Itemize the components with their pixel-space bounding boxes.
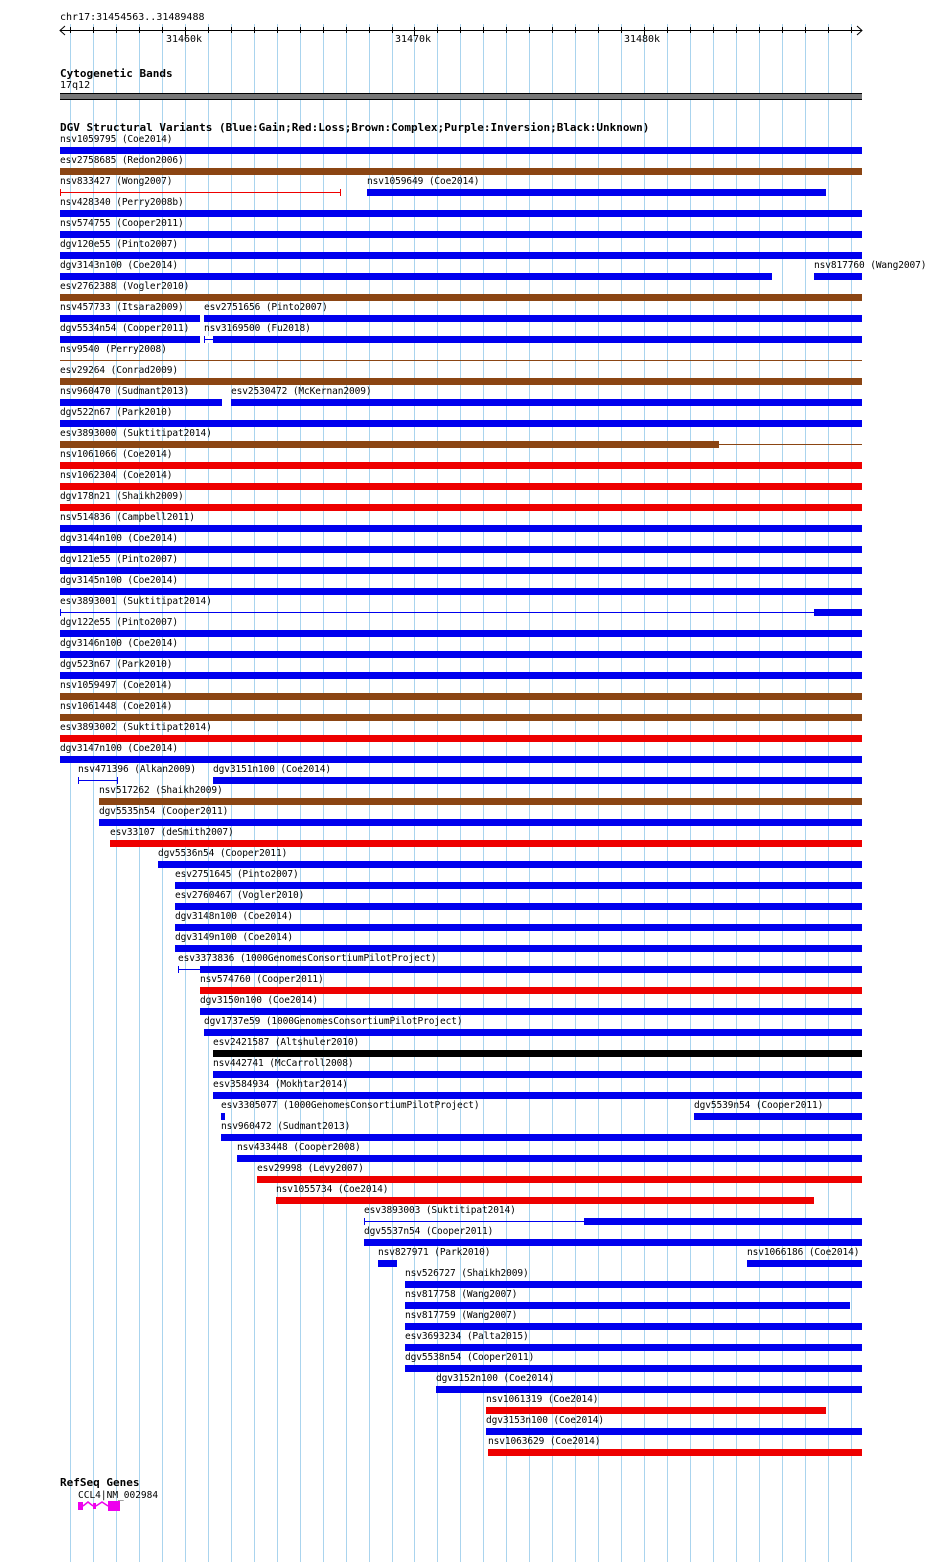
variant-label[interactable]: nsv457733 (Itsara2009) bbox=[60, 302, 184, 313]
variant-label[interactable]: esv3893000 (Suktitipat2014) bbox=[60, 428, 212, 439]
variant-label[interactable]: nsv1061448 (Coe2014) bbox=[60, 701, 173, 712]
variant-bar[interactable] bbox=[367, 189, 826, 196]
cytoband-bar[interactable] bbox=[60, 93, 862, 100]
variant-bar[interactable] bbox=[60, 252, 862, 259]
variant-bar[interactable] bbox=[60, 315, 200, 322]
variant-label[interactable]: dgv3146n100 (Coe2014) bbox=[60, 638, 179, 649]
variant-label[interactable]: nsv574760 (Cooper2011) bbox=[200, 974, 324, 985]
variant-bar[interactable] bbox=[60, 567, 862, 574]
variant-label[interactable]: nsv1059795 (Coe2014) bbox=[60, 134, 173, 145]
variant-bar[interactable] bbox=[60, 210, 862, 217]
variant-bar[interactable] bbox=[158, 861, 862, 868]
variant-bar[interactable] bbox=[175, 882, 862, 889]
variant-label[interactable]: nsv574755 (Cooper2011) bbox=[60, 218, 184, 229]
refseq-track-title[interactable]: RefSeq Genes bbox=[60, 1476, 140, 1489]
variant-label[interactable]: esv3893003 (Suktitipat2014) bbox=[364, 1205, 516, 1216]
variant-label[interactable]: esv33107 (deSmith2007) bbox=[110, 827, 234, 838]
variant-label[interactable]: dgv3143n100 (Coe2014) bbox=[60, 260, 179, 271]
variant-bar[interactable] bbox=[175, 945, 862, 952]
variant-label[interactable]: nsv833427 (Wong2007) bbox=[60, 176, 173, 187]
variant-bar[interactable] bbox=[200, 966, 862, 973]
variant-bar[interactable] bbox=[257, 1176, 862, 1183]
position-label: chr17:31454563..31489488 bbox=[60, 12, 205, 23]
variant-label[interactable]: nsv1061319 (Coe2014) bbox=[486, 1394, 599, 1405]
variant-connector bbox=[204, 339, 213, 340]
variant-label[interactable]: dgv5537n54 (Cooper2011) bbox=[364, 1226, 494, 1237]
variant-label[interactable]: dgv5534n54 (Cooper2011) bbox=[60, 323, 190, 334]
variant-label[interactable]: dgv3150n100 (Coe2014) bbox=[200, 995, 319, 1006]
variant-bar[interactable] bbox=[60, 630, 862, 637]
variant-bar[interactable] bbox=[60, 714, 862, 721]
variant-bar[interactable] bbox=[221, 1134, 862, 1141]
variant-label[interactable]: nsv1055734 (Coe2014) bbox=[276, 1184, 389, 1195]
variant-label[interactable]: esv3893001 (Suktitipat2014) bbox=[60, 596, 212, 607]
variant-bar[interactable] bbox=[405, 1344, 862, 1351]
variant-bar[interactable] bbox=[231, 399, 862, 406]
variant-bar[interactable] bbox=[60, 360, 862, 361]
variant-label[interactable]: esv3305077 (1000GenomesConsortiumPilotProject) bbox=[221, 1100, 480, 1111]
gene-model-ccl4[interactable] bbox=[70, 1498, 130, 1514]
variant-label[interactable]: dgv523n67 (Park2010) bbox=[60, 659, 173, 670]
variant-label[interactable]: esv3373836 (1000GenomesConsortiumPilotProject) bbox=[178, 953, 437, 964]
variant-bar[interactable] bbox=[60, 546, 862, 553]
variant-bar[interactable] bbox=[204, 1029, 862, 1036]
variant-bar[interactable] bbox=[60, 147, 862, 154]
variant-connector bbox=[60, 612, 814, 613]
variant-bar-cap bbox=[60, 189, 61, 196]
variant-label[interactable]: dgv3153n100 (Coe2014) bbox=[486, 1415, 605, 1426]
variant-label[interactable]: esv29264 (Conrad2009) bbox=[60, 365, 179, 376]
variant-bar[interactable] bbox=[221, 1113, 225, 1120]
variant-label[interactable]: nsv1062304 (Coe2014) bbox=[60, 470, 173, 481]
variant-connector bbox=[364, 1221, 584, 1222]
ruler bbox=[0, 0, 890, 60]
variant-label[interactable]: dgv5535n54 (Cooper2011) bbox=[99, 806, 229, 817]
variant-bar[interactable] bbox=[60, 231, 862, 238]
variant-bar[interactable] bbox=[694, 1113, 862, 1120]
tick-label: 31470k bbox=[394, 34, 432, 45]
variant-label[interactable]: nsv514836 (Campbell2011) bbox=[60, 512, 195, 523]
variant-bar[interactable] bbox=[213, 777, 862, 784]
variant-label[interactable]: nsv433448 (Cooper2008) bbox=[237, 1142, 361, 1153]
variant-label[interactable]: esv2758685 (Redon2006) bbox=[60, 155, 184, 166]
variant-label[interactable]: dgv5536n54 (Cooper2011) bbox=[158, 848, 288, 859]
variant-bar[interactable] bbox=[60, 588, 862, 595]
variant-bar[interactable] bbox=[213, 1050, 862, 1057]
variant-label[interactable]: dgv178n21 (Shaikh2009) bbox=[60, 491, 184, 502]
variant-bar[interactable] bbox=[200, 1008, 862, 1015]
variant-bar[interactable] bbox=[405, 1365, 862, 1372]
variant-bar[interactable] bbox=[405, 1323, 862, 1330]
variant-label[interactable]: nsv526727 (Shaikh2009) bbox=[405, 1268, 529, 1279]
variant-bar[interactable] bbox=[204, 315, 862, 322]
variant-label[interactable]: nsv827971 (Park2010) bbox=[378, 1247, 491, 1258]
variant-label[interactable]: dgv121e55 (Pinto2007) bbox=[60, 554, 179, 565]
variant-bar-cap bbox=[364, 1218, 365, 1225]
variant-bar[interactable] bbox=[99, 798, 862, 805]
variant-label[interactable]: esv2760467 (Vogler2010) bbox=[175, 890, 305, 901]
variant-label[interactable]: esv2751645 (Pinto2007) bbox=[175, 869, 299, 880]
variant-bar[interactable] bbox=[60, 420, 862, 427]
variant-label[interactable]: nsv1063629 (Coe2014) bbox=[488, 1436, 601, 1447]
variant-bar[interactable] bbox=[110, 840, 862, 847]
variant-bar[interactable] bbox=[814, 609, 862, 616]
variant-label[interactable]: esv3893002 (Suktitipat2014) bbox=[60, 722, 212, 733]
variant-label[interactable]: esv2762388 (Vogler2010) bbox=[60, 281, 190, 292]
cytoband-track-title[interactable]: Cytogenetic Bands bbox=[60, 67, 173, 80]
variant-bar[interactable] bbox=[60, 399, 222, 406]
variant-bar[interactable] bbox=[364, 1239, 862, 1246]
variant-label[interactable]: esv2751656 (Pinto2007) bbox=[204, 302, 328, 313]
variant-bar[interactable] bbox=[200, 987, 862, 994]
variant-bar-cap bbox=[78, 777, 79, 784]
variant-label[interactable]: dgv3144n100 (Coe2014) bbox=[60, 533, 179, 544]
variant-bar[interactable] bbox=[78, 780, 118, 781]
variant-bar[interactable] bbox=[60, 462, 862, 469]
variant-label[interactable]: dgv120e55 (Pinto2007) bbox=[60, 239, 179, 250]
variant-label[interactable]: nsv9540 (Perry2008) bbox=[60, 344, 167, 355]
variant-label[interactable]: nsv817760 (Wang2007) bbox=[814, 260, 926, 271]
variant-bar[interactable] bbox=[60, 192, 341, 193]
variant-bar[interactable] bbox=[814, 273, 862, 280]
variant-bar-cap bbox=[178, 966, 179, 973]
variant-bar[interactable] bbox=[60, 441, 719, 448]
tick-label: 31480k bbox=[623, 34, 661, 45]
variant-label[interactable]: dgv3145n100 (Coe2014) bbox=[60, 575, 179, 586]
variant-label[interactable]: nsv1059497 (Coe2014) bbox=[60, 680, 173, 691]
variant-label[interactable]: esv2530472 (McKernan2009) bbox=[231, 386, 372, 397]
variant-bar[interactable] bbox=[436, 1386, 862, 1393]
dgv-track-title[interactable]: DGV Structural Variants (Blue:Gain;Red:Loss;Brown:Complex;Purple:Inversion;Black:Unknown) bbox=[60, 121, 650, 134]
variant-bar[interactable] bbox=[99, 819, 862, 826]
variant-label[interactable]: esv3584934 (Mokhtar2014) bbox=[213, 1079, 348, 1090]
variant-label[interactable]: dgv122e55 (Pinto2007) bbox=[60, 617, 179, 628]
variant-bar[interactable] bbox=[60, 273, 772, 280]
variant-label[interactable]: nsv960470 (Sudmant2013) bbox=[60, 386, 190, 397]
variant-label[interactable]: nsv817758 (Wang2007) bbox=[405, 1289, 518, 1300]
variant-bar[interactable] bbox=[213, 1092, 862, 1099]
tick-label: 31460k bbox=[165, 34, 203, 45]
variant-bar[interactable] bbox=[60, 168, 862, 175]
variant-label[interactable]: dgv3147n100 (Coe2014) bbox=[60, 743, 179, 754]
cytoband-label: 17q12 bbox=[60, 80, 91, 91]
variant-label[interactable]: dgv3149n100 (Coe2014) bbox=[175, 932, 294, 943]
variant-label[interactable]: nsv1059649 (Coe2014) bbox=[367, 176, 480, 187]
variant-bar[interactable] bbox=[60, 294, 862, 301]
variant-bar[interactable] bbox=[204, 336, 862, 343]
variant-bar[interactable] bbox=[60, 756, 862, 763]
variant-bar[interactable] bbox=[175, 903, 862, 910]
exon-2 bbox=[93, 1503, 96, 1509]
variant-label[interactable]: dgv5539n54 (Cooper2011) bbox=[694, 1100, 824, 1111]
variant-bar[interactable] bbox=[60, 525, 862, 532]
variant-label[interactable]: dgv1737e59 (1000GenomesConsortiumPilotProject) bbox=[204, 1016, 463, 1027]
variant-label[interactable]: dgv522n67 (Park2010) bbox=[60, 407, 173, 418]
variant-bar[interactable] bbox=[60, 378, 862, 385]
variant-bar[interactable] bbox=[60, 504, 862, 511]
variant-connector bbox=[178, 969, 200, 970]
variant-bar[interactable] bbox=[60, 651, 862, 658]
variant-bar-cap bbox=[60, 609, 61, 616]
variant-label[interactable]: nsv517262 (Shaikh2009) bbox=[99, 785, 223, 796]
variant-bar[interactable] bbox=[237, 1155, 862, 1162]
variant-label[interactable]: nsv1066186 (Coe2014) bbox=[747, 1247, 860, 1258]
variant-bar[interactable] bbox=[175, 924, 862, 931]
intron-1 bbox=[83, 1502, 93, 1506]
variant-bar[interactable] bbox=[60, 693, 862, 700]
variant-bar[interactable] bbox=[486, 1428, 862, 1435]
variant-bar[interactable] bbox=[488, 1449, 862, 1456]
variant-label[interactable]: nsv471396 (Alkan2009) bbox=[78, 764, 197, 775]
variant-label[interactable]: dgv3152n100 (Coe2014) bbox=[436, 1373, 555, 1384]
exon-3 bbox=[108, 1501, 120, 1511]
variant-label[interactable]: nsv817759 (Wang2007) bbox=[405, 1310, 518, 1321]
variant-bar-cap bbox=[340, 189, 341, 196]
variant-label[interactable]: esv29998 (Levy2007) bbox=[257, 1163, 364, 1174]
variant-bar[interactable] bbox=[378, 1260, 397, 1267]
variant-label[interactable]: nsv960472 (Sudmant2013) bbox=[221, 1121, 351, 1132]
variant-label[interactable]: nsv442741 (McCarroll2008) bbox=[213, 1058, 354, 1069]
variant-bar-cap bbox=[117, 777, 118, 784]
variant-bar[interactable] bbox=[276, 1197, 814, 1204]
variant-label[interactable]: dgv5538n54 (Cooper2011) bbox=[405, 1352, 535, 1363]
variant-bar[interactable] bbox=[584, 1218, 862, 1225]
variant-bar[interactable] bbox=[405, 1281, 862, 1288]
variant-bar[interactable] bbox=[60, 336, 200, 343]
variant-label[interactable]: nsv1061066 (Coe2014) bbox=[60, 449, 173, 460]
variant-bar[interactable] bbox=[405, 1302, 850, 1309]
variant-connector bbox=[719, 444, 862, 445]
exon-1 bbox=[78, 1502, 83, 1510]
variant-bar[interactable] bbox=[213, 1071, 862, 1078]
variant-label[interactable]: dgv3151n100 (Coe2014) bbox=[213, 764, 332, 775]
variant-bar[interactable] bbox=[60, 735, 862, 742]
variant-bar[interactable] bbox=[60, 483, 862, 490]
variant-label[interactable]: dgv3148n100 (Coe2014) bbox=[175, 911, 294, 922]
variant-label[interactable]: nsv428340 (Perry2008b) bbox=[60, 197, 184, 208]
variant-label[interactable]: esv3693234 (Palta2015) bbox=[405, 1331, 529, 1342]
variant-label[interactable]: esv2421587 (Altshuler2010) bbox=[213, 1037, 360, 1048]
variant-label[interactable]: nsv3169500 (Fu2018) bbox=[204, 323, 311, 334]
intron-2 bbox=[96, 1502, 108, 1506]
variant-bar[interactable] bbox=[486, 1407, 826, 1414]
variant-bar[interactable] bbox=[747, 1260, 862, 1267]
gene-label[interactable]: CCL4|NM_002984 bbox=[78, 1490, 159, 1501]
variant-bar[interactable] bbox=[60, 672, 862, 679]
